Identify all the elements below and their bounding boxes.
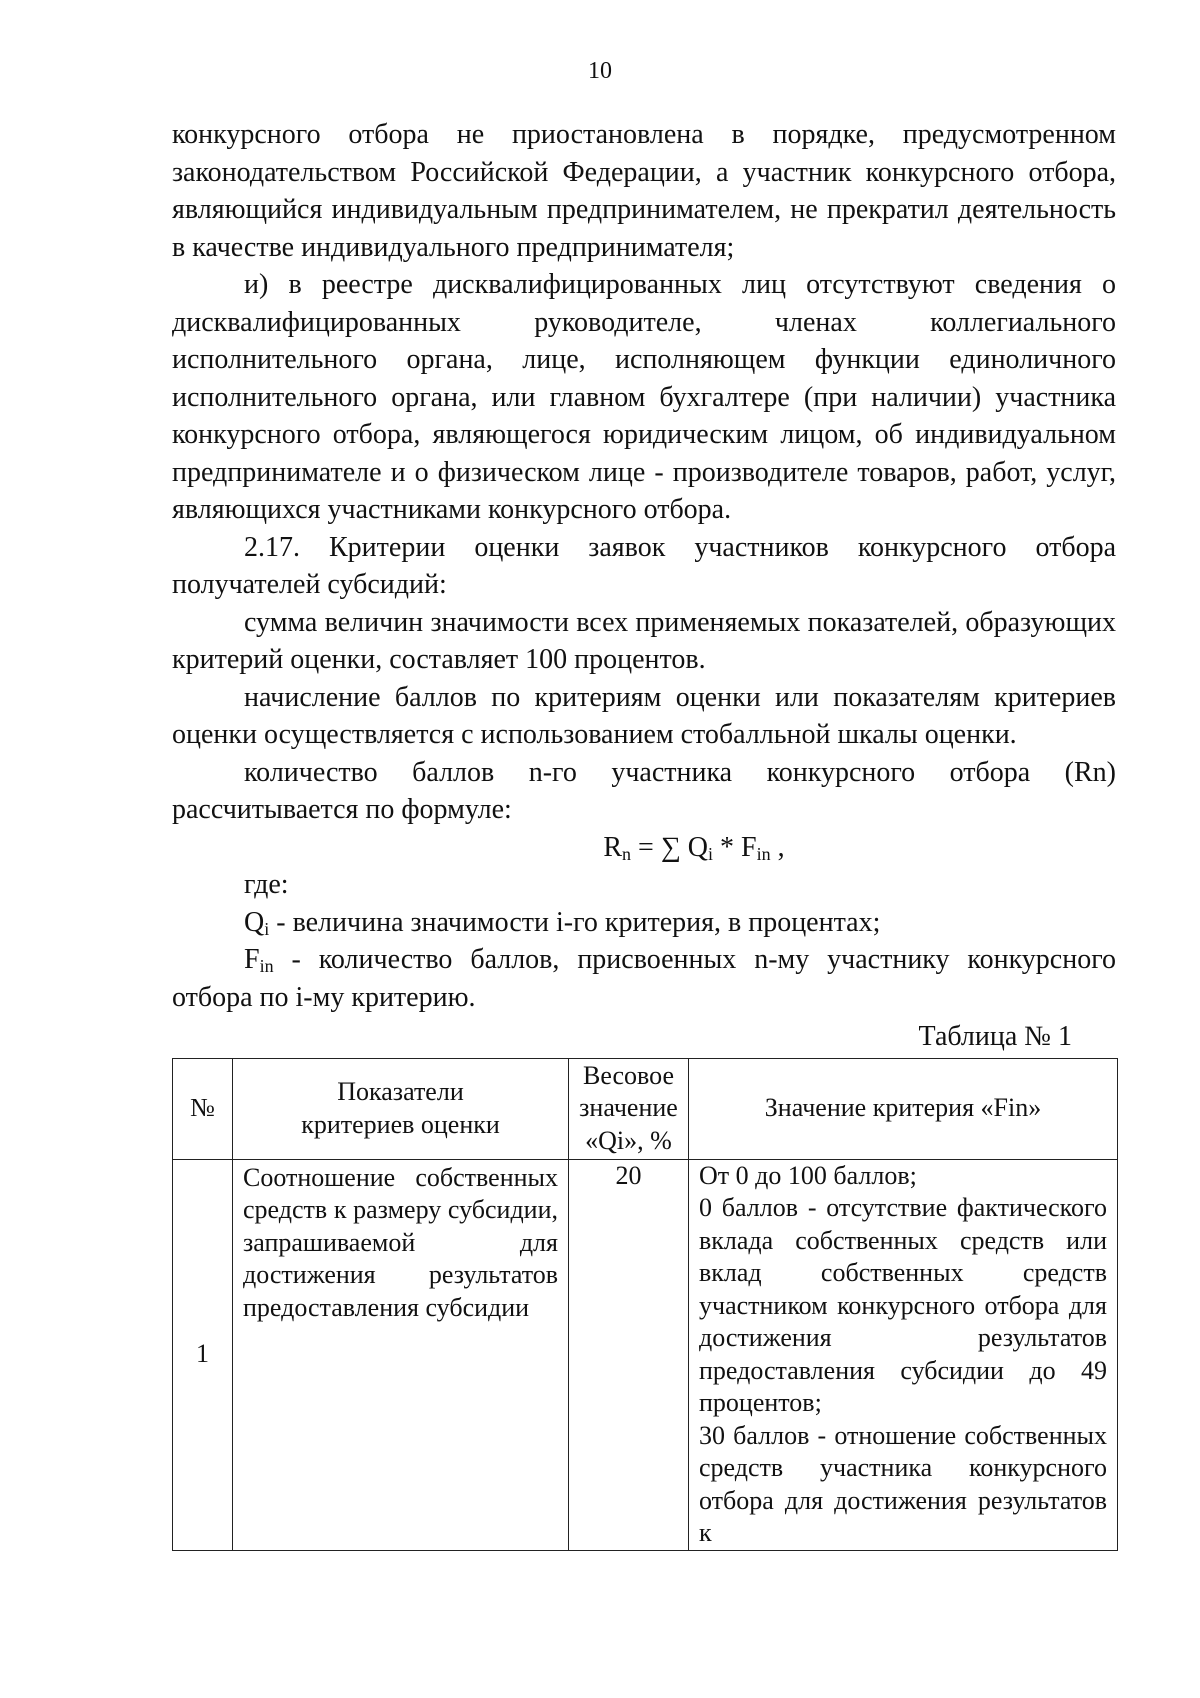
formula-r: R <box>603 831 623 863</box>
paragraph-section-2-17: 2.17. Критерии оценки заявок участников конкурсного отбора получателей субсидий: <box>172 531 1116 600</box>
formula-q-subscript: i <box>708 843 714 864</box>
definition-q <box>172 904 1116 942</box>
paragraph-sum-of-weights: сумма величин значимости всех применяемых показателей, образующих критерий оценки, составляет 100 процентов. <box>172 606 1116 675</box>
document-body <box>172 116 1116 1551</box>
paragraph-item-i: и) в реестре дисквалифицированных лиц отсутствуют сведения о дисквалифицированных руководителе, членах коллегиального исполнительного органа, лице, исполняющем функции единоличного исполнительного органа, или главном бухгалтере (при наличии) участника конкурсного отбора, являющегося юридическим лицом, об индивидуальном предпринимателе и о физическом лице - производителе товаров, работ, услуг, являющихся участниками конкурсного отбора. <box>172 269 1116 525</box>
header-criterion-value: Значение критерия «Fin» <box>689 1058 1118 1159</box>
table-row <box>173 1159 1118 1550</box>
definition-q-text: - величина значимости i-го критерия, в процентах; <box>269 906 881 938</box>
paragraph-continuation: конкурсного отбора не приостановлена в порядке, предусмотренном законодательством Российской Федерации, а участник конкурсного отбора, являющийся индивидуальным предпринимателем, не прекратил деятельность в качестве индивидуального предпринимателя; <box>172 119 1116 263</box>
row-weight: 20 <box>569 1159 689 1550</box>
formula-tail: , <box>770 831 785 863</box>
header-indicators-line-1: Показатели <box>337 1077 464 1106</box>
row-number: 1 <box>173 1159 233 1550</box>
score-formula <box>172 829 1116 867</box>
row-indicator: Соотношение собственных средств к размеру субсидии, запрашиваемой для достижения результатов предоставления субсидии <box>233 1159 569 1550</box>
header-weight-line-1: Весовое <box>582 1060 675 1090</box>
formula-times-f: * F <box>713 831 757 863</box>
definition-f-text: - количество баллов, присвоенных n-му участнику конкурсного отбора по i-му критерию. <box>172 944 1116 1013</box>
header-indicators-line-2: критериев оценки <box>301 1109 500 1139</box>
paragraph-scoring-scale: начисление баллов по критериям оценки или показателям критериев оценки осуществляется с использованием стобалльной шкалы оценки. <box>172 681 1116 750</box>
where-label: где: <box>244 869 289 900</box>
formula-f-subscript: in <box>756 843 771 864</box>
value-line-zero-points: 0 баллов - отсутствие фактического вклада собственных средств или вклад собственных средств участником конкурсного отбора для достижения результатов предоставления субсидии до 49 процентов; <box>699 1193 1107 1417</box>
page-number: 10 <box>588 58 612 84</box>
definition-f-subscript: in <box>259 956 274 976</box>
definition-q-subscript: i <box>264 918 270 939</box>
table-header-row <box>173 1058 1118 1159</box>
value-line-thirty-points: 30 баллов - отношение собственных средств участника конкурсного отбора для достижения результатов к <box>699 1420 1107 1547</box>
definition-f-symbol: F <box>244 944 260 975</box>
formula-r-subscript: n <box>622 843 632 864</box>
header-weight-line-2: значение <box>579 1093 678 1123</box>
definition-f <box>172 941 1116 1016</box>
paragraph-score-count: количество баллов n-го участника конкурсного отбора (Rn) рассчитывается по формуле: <box>172 756 1116 825</box>
header-weight <box>569 1058 689 1159</box>
header-weight-line-3: «Qi», % <box>585 1125 672 1155</box>
header-indicators <box>233 1058 569 1159</box>
header-number: № <box>173 1058 233 1159</box>
formula-sum-q: = ∑ Q <box>631 831 709 863</box>
row-criterion-value <box>689 1159 1118 1550</box>
criteria-table <box>172 1058 1118 1551</box>
definition-q-symbol: Q <box>244 906 265 938</box>
table-caption: Таблица № 1 <box>918 1021 1072 1052</box>
value-line-range: От 0 до 100 баллов; <box>699 1160 917 1190</box>
